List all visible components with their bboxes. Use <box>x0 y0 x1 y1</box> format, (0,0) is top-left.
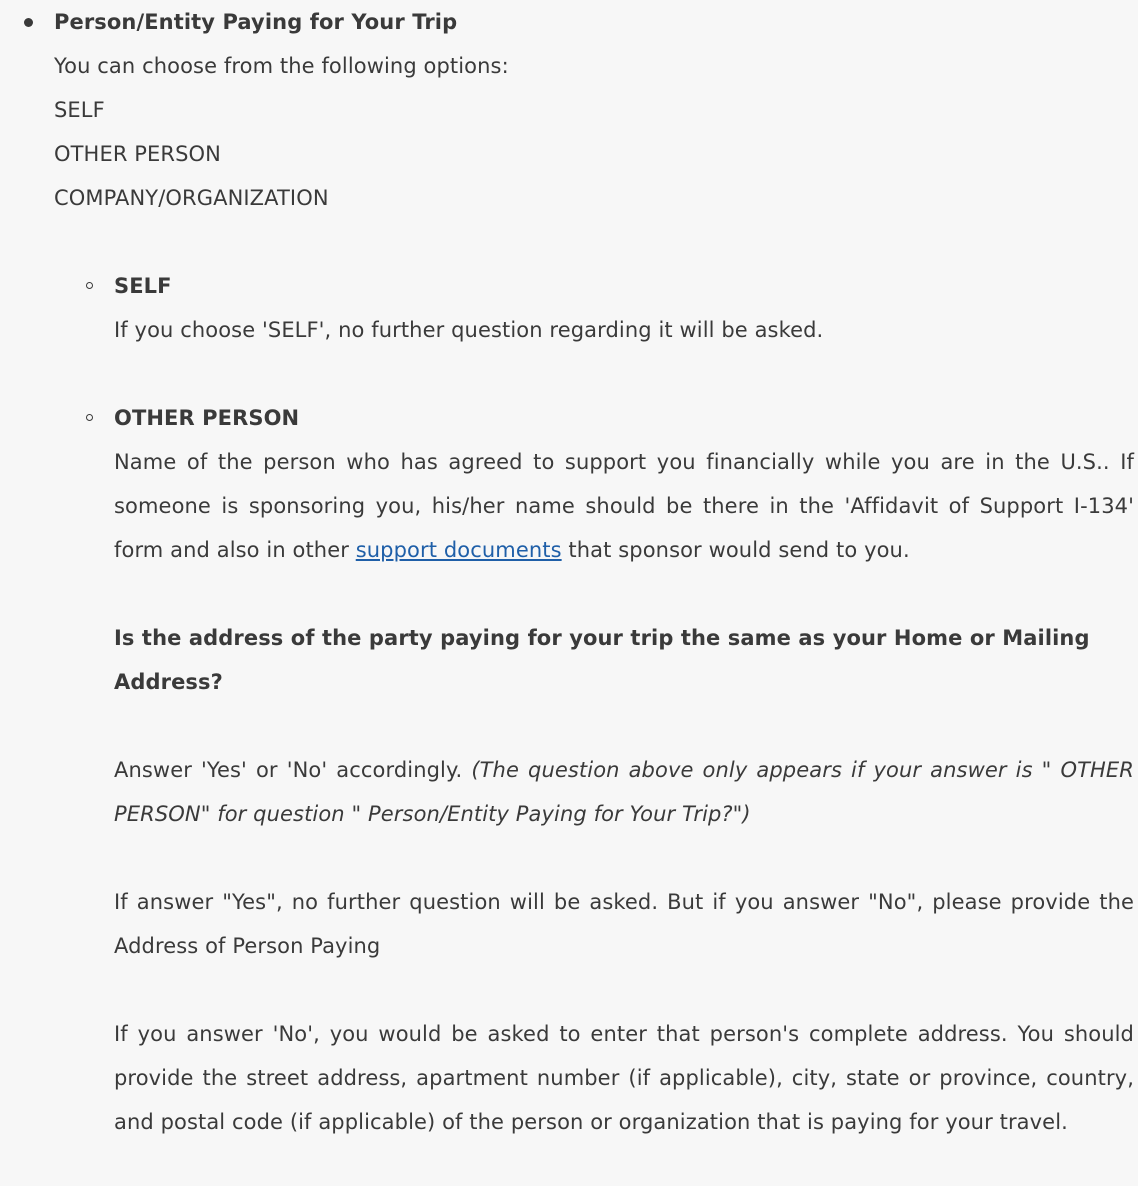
other-person-description <box>114 440 1134 572</box>
list-item-person-entity-paying <box>54 0 1134 1134</box>
sub-heading-self: SELF <box>114 274 172 298</box>
sub-item-self <box>114 264 1134 352</box>
sub-heading-other-person: OTHER PERSON <box>114 406 300 430</box>
spacer <box>114 968 1134 1012</box>
bullet-circle <box>86 414 93 421</box>
address-question: Is the address of the party paying for your trip the same as your Home or Mailing Address? <box>114 626 1090 694</box>
spacer <box>114 836 1134 880</box>
yes-no-explanation: If answer "Yes", no further question will be asked. But if you answer "No", please provide the Address of Person Paying <box>114 890 1134 958</box>
option-self: SELF <box>54 98 105 122</box>
sub-item-other-person <box>114 396 1134 1144</box>
text-after-link: that sponsor would send to you. <box>561 538 910 562</box>
spacer <box>114 572 1134 616</box>
self-description: If you choose 'SELF', no further question regarding it will be asked. <box>114 318 824 342</box>
option-other-person: OTHER PERSON <box>54 142 221 166</box>
spacer <box>114 352 1134 396</box>
options-intro: You can choose from the following options: <box>54 54 509 78</box>
bullet-circle <box>86 282 93 289</box>
spacer <box>114 704 1134 748</box>
section-heading: Person/Entity Paying for Your Trip <box>54 10 458 34</box>
bullet-disc <box>24 18 33 27</box>
text-before-link: Name of the person who has agreed to support you financially while you are in the U.S.. If someone is sponsoring you, his/her name should be there in the 'Affidavit of Support I-134' form and also in other <box>114 450 1134 562</box>
sub-list <box>114 264 1134 1144</box>
address-explanation: If you answer 'No', you would be asked to enter that person's complete address. You should provide the street address, apartment number (if applicable), city, state or province, country, and postal code (if applicable) of the person or organization that is paying for your travel. <box>114 1022 1134 1134</box>
answer-text: Answer 'Yes' or 'No' accordingly. <box>114 758 472 782</box>
option-company-organization: COMPANY/ORGANIZATION <box>54 186 329 210</box>
support-documents-link[interactable]: support documents <box>355 538 562 562</box>
answer-instruction <box>114 748 1134 836</box>
answer-note: (The question above only appears if your answer is " OTHER PERSON" for question " Person/Entity Paying for Your Trip?") <box>114 758 1134 826</box>
